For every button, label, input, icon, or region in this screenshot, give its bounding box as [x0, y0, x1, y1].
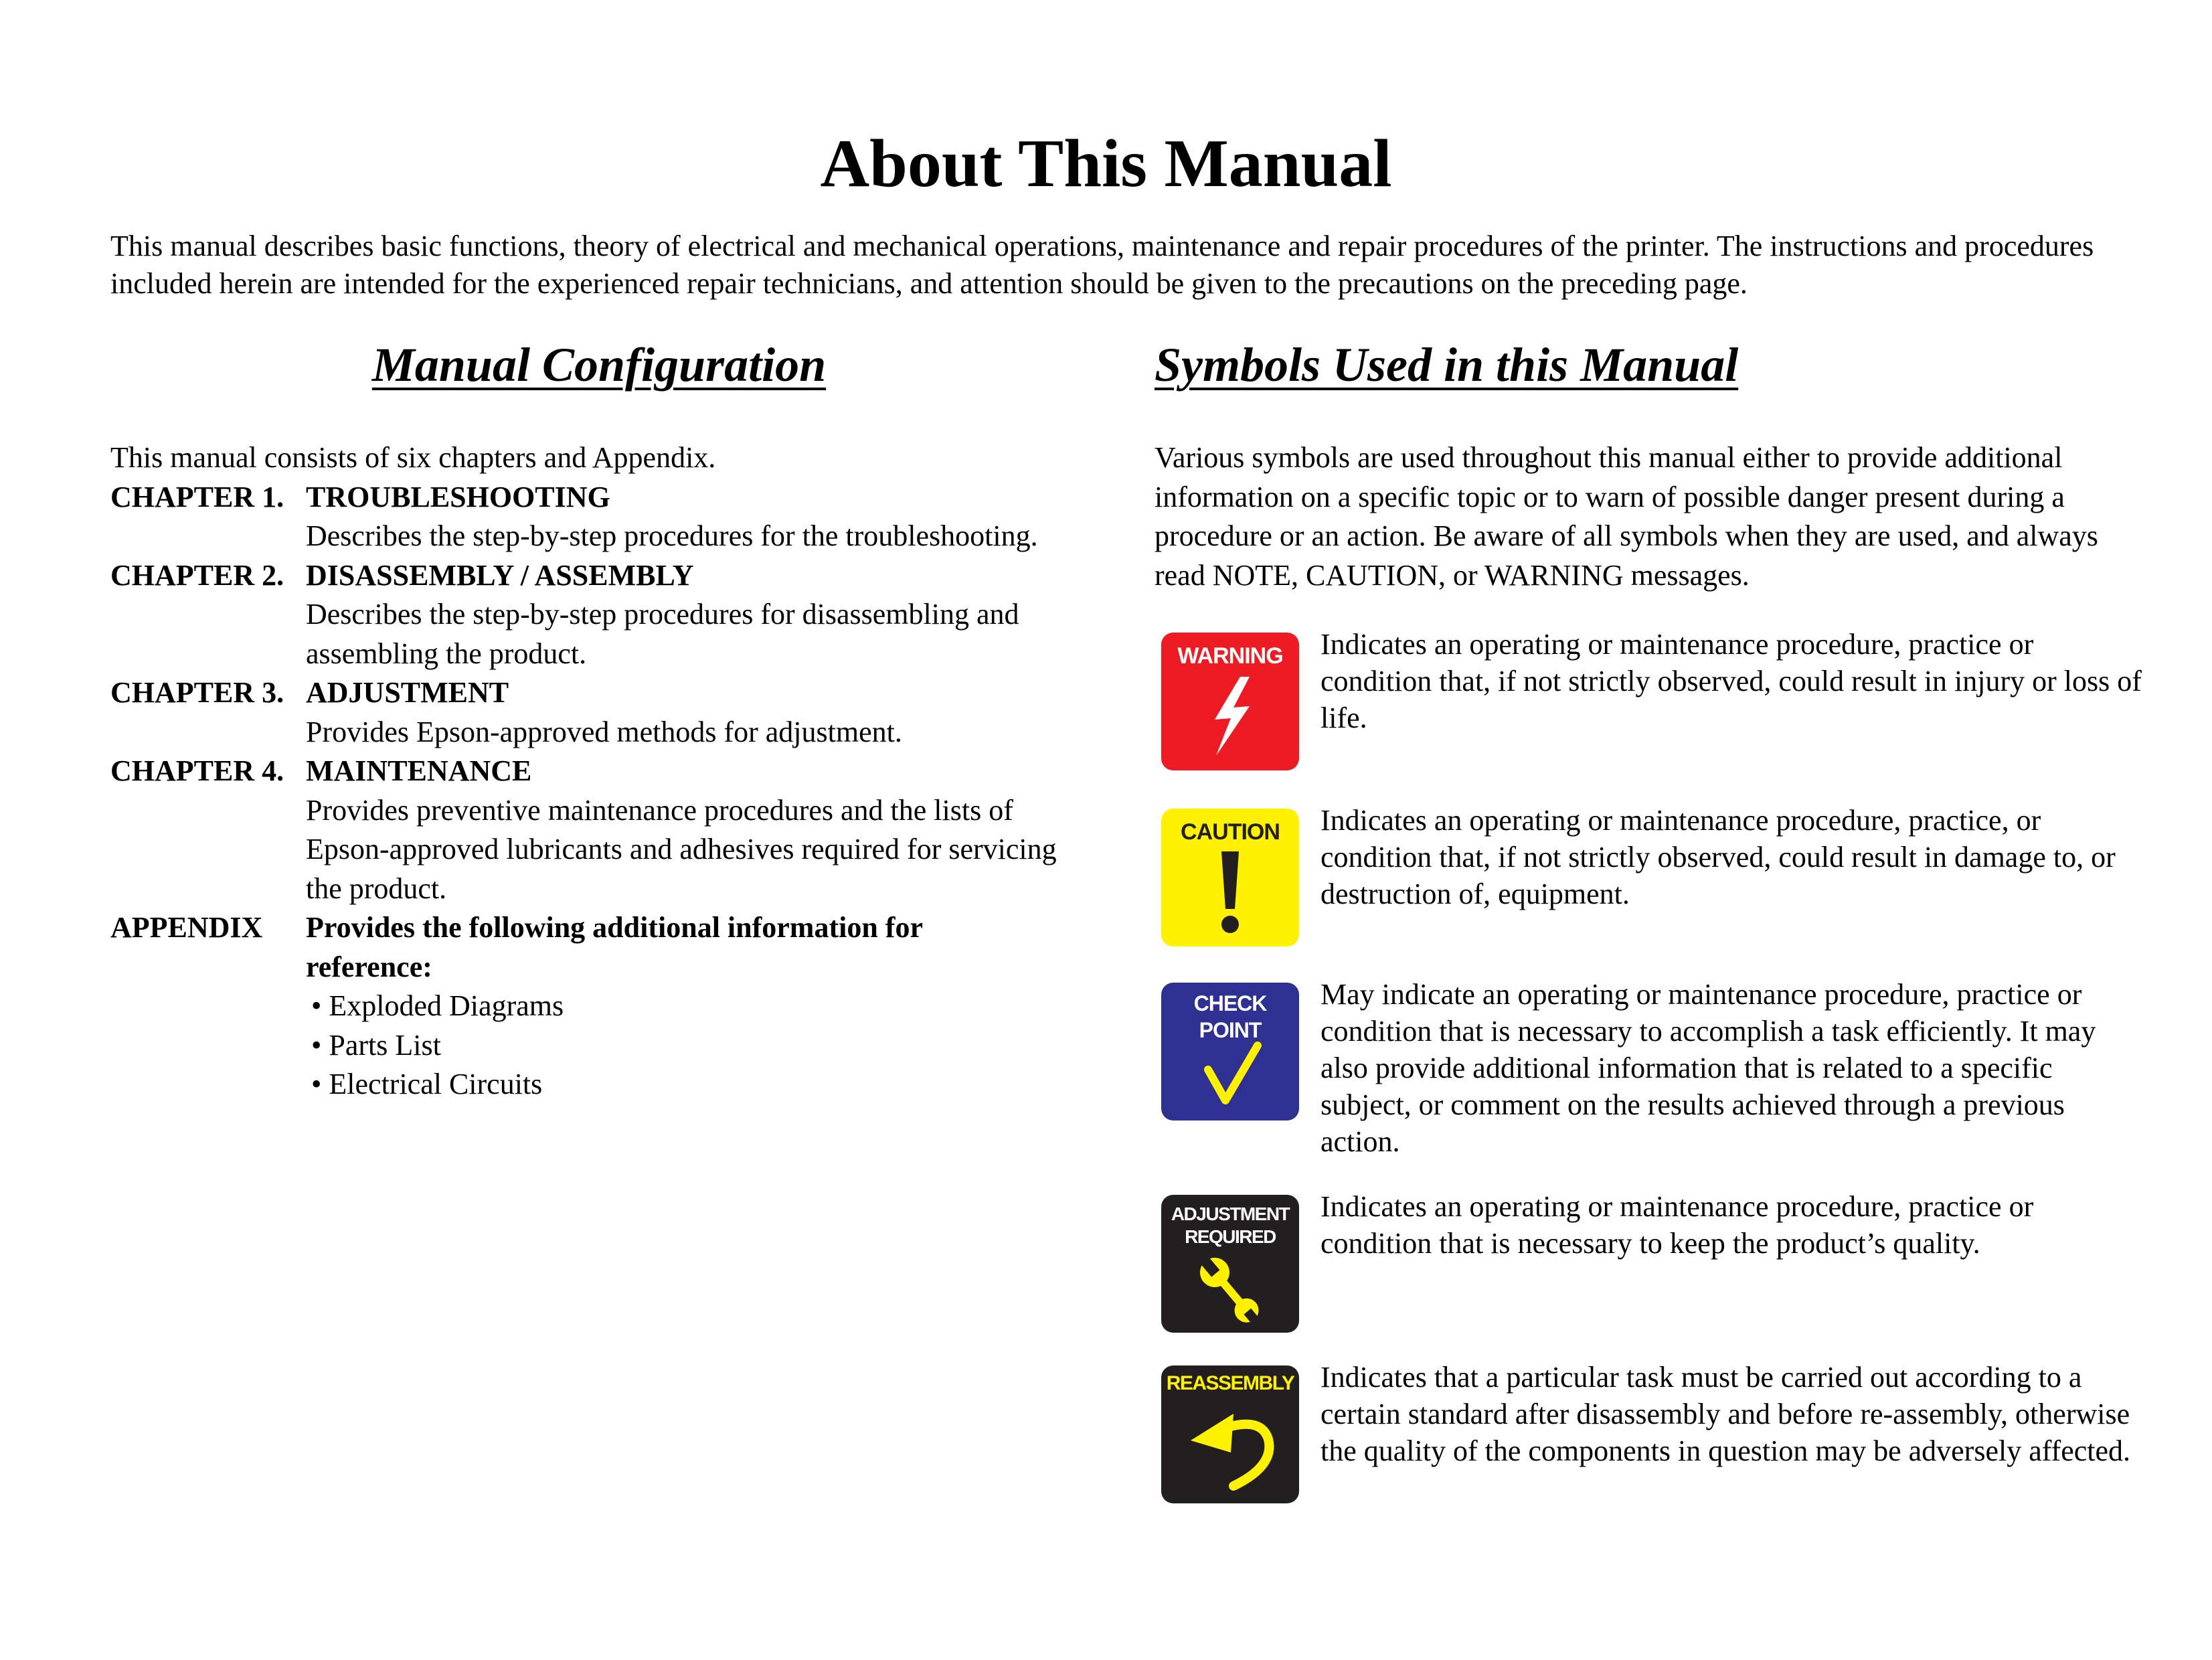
check-point-description: May indicate an operating or maintenance procedure, practice or condition that is necessary to accomplish a task efficiently. It may also provide additional information that is related to a specific subject, or comment on the results achieved through a previous action. — [1321, 978, 2096, 1158]
chapter-description: Provides Epson-approved methods for adjustment. — [306, 715, 902, 748]
appendix-label: APPENDIX — [110, 911, 263, 944]
symbol-row-check-point — [1155, 978, 2145, 1158]
appendix-title: Provides the following additional information for reference: — [306, 911, 923, 983]
symbols-heading: Symbols Used in this Manual — [1155, 338, 1739, 392]
svg-text:CAUTION: CAUTION — [1181, 819, 1280, 845]
caution-icon — [1161, 809, 1299, 946]
reassembly-icon — [1161, 1365, 1299, 1503]
chapter-number: CHAPTER 2. — [110, 558, 284, 592]
svg-text:WARNING: WARNING — [1177, 643, 1283, 669]
svg-text:POINT: POINT — [1199, 1018, 1262, 1042]
chapter-3-row — [110, 673, 1101, 713]
symbol-row-caution — [1155, 804, 2145, 963]
chapter-description: Provides preventive maintenance procedures and the lists of Epson-approved lubricants and adhesives required for servicing the product. — [306, 793, 1057, 905]
svg-text:ADJUSTMENT: ADJUSTMENT — [1171, 1204, 1290, 1224]
warning-description: Indicates an operating or maintenance procedure, practice or condition that, if not strictly observed, could result in injury or loss of life. — [1321, 628, 2142, 734]
adjustment-required-description: Indicates an operating or maintenance procedure, practice or condition that is necessary to keep the product’s quality. — [1321, 1190, 2034, 1260]
chapter-description: Describes the step-by-step procedures for disassembling and assembling the product. — [306, 598, 1019, 670]
check-point-icon — [1161, 983, 1299, 1120]
chapter-1-row — [110, 478, 1101, 517]
reassembly-description: Indicates that a particular task must be carried out according to a certain standard after disassembly and before re-assembly, otherwise the quality of the components in question may be adversely affected. — [1321, 1361, 2131, 1467]
manual-configuration-heading: Manual Configuration — [371, 338, 827, 392]
configuration-lead: This manual consists of six chapters and Appendix. — [110, 441, 716, 474]
symbol-row-adjustment-required — [1155, 1190, 2145, 1349]
adjustment-required-icon — [1161, 1195, 1299, 1333]
svg-text:REASSEMBLY: REASSEMBLY — [1166, 1372, 1294, 1394]
intro-paragraph: This manual describes basic functions, theory of electrical and mechanical operations, maintenance and repair procedures of the printer. The instructions and procedures included herein are intended for the experienced repair technicians, and attention should be given to the precautions on the preceding page. — [110, 230, 2094, 300]
svg-text:CHECK: CHECK — [1193, 991, 1267, 1015]
chapter-number: CHAPTER 3. — [110, 676, 284, 709]
caution-description: Indicates an operating or maintenance procedure, practice, or condition that, if not strictly observed, could result in damage to, or destruction of, equipment. — [1321, 804, 2116, 910]
chapter-title: ADJUSTMENT — [306, 676, 509, 709]
symbol-row-reassembly — [1155, 1361, 2145, 1519]
appendix-row — [110, 908, 1101, 987]
chapter-4-row — [110, 752, 1101, 791]
appendix-item: • Electrical Circuits — [311, 1068, 543, 1100]
chapter-title: TROUBLESHOOTING — [306, 480, 610, 513]
svg-text:REQUIRED: REQUIRED — [1185, 1226, 1276, 1247]
appendix-item: • Parts List — [311, 1028, 441, 1062]
chapter-description: Describes the step-by-step procedures for the troubleshooting. — [306, 519, 1038, 552]
warning-icon — [1161, 633, 1299, 770]
symbol-row-warning — [1155, 628, 2145, 786]
chapter-2-row — [110, 556, 1101, 596]
chapter-number: CHAPTER 1. — [110, 480, 284, 513]
symbols-intro: Various symbols are used throughout this manual either to provide additional information on a specific topic or to warn of possible danger present during a procedure or an action. Be aware of all symbols when they are used, and always read NOTE, CAUTION, or WARNING messages. — [1155, 441, 2098, 592]
chapter-number: CHAPTER 4. — [110, 754, 284, 787]
chapter-title: DISASSEMBLY / ASSEMBLY — [306, 558, 694, 592]
appendix-item: • Exploded Diagrams — [311, 989, 564, 1022]
manual-configuration-section — [110, 438, 1101, 1104]
page-title: About This Manual — [820, 126, 1392, 201]
chapter-title: MAINTENANCE — [306, 754, 532, 787]
